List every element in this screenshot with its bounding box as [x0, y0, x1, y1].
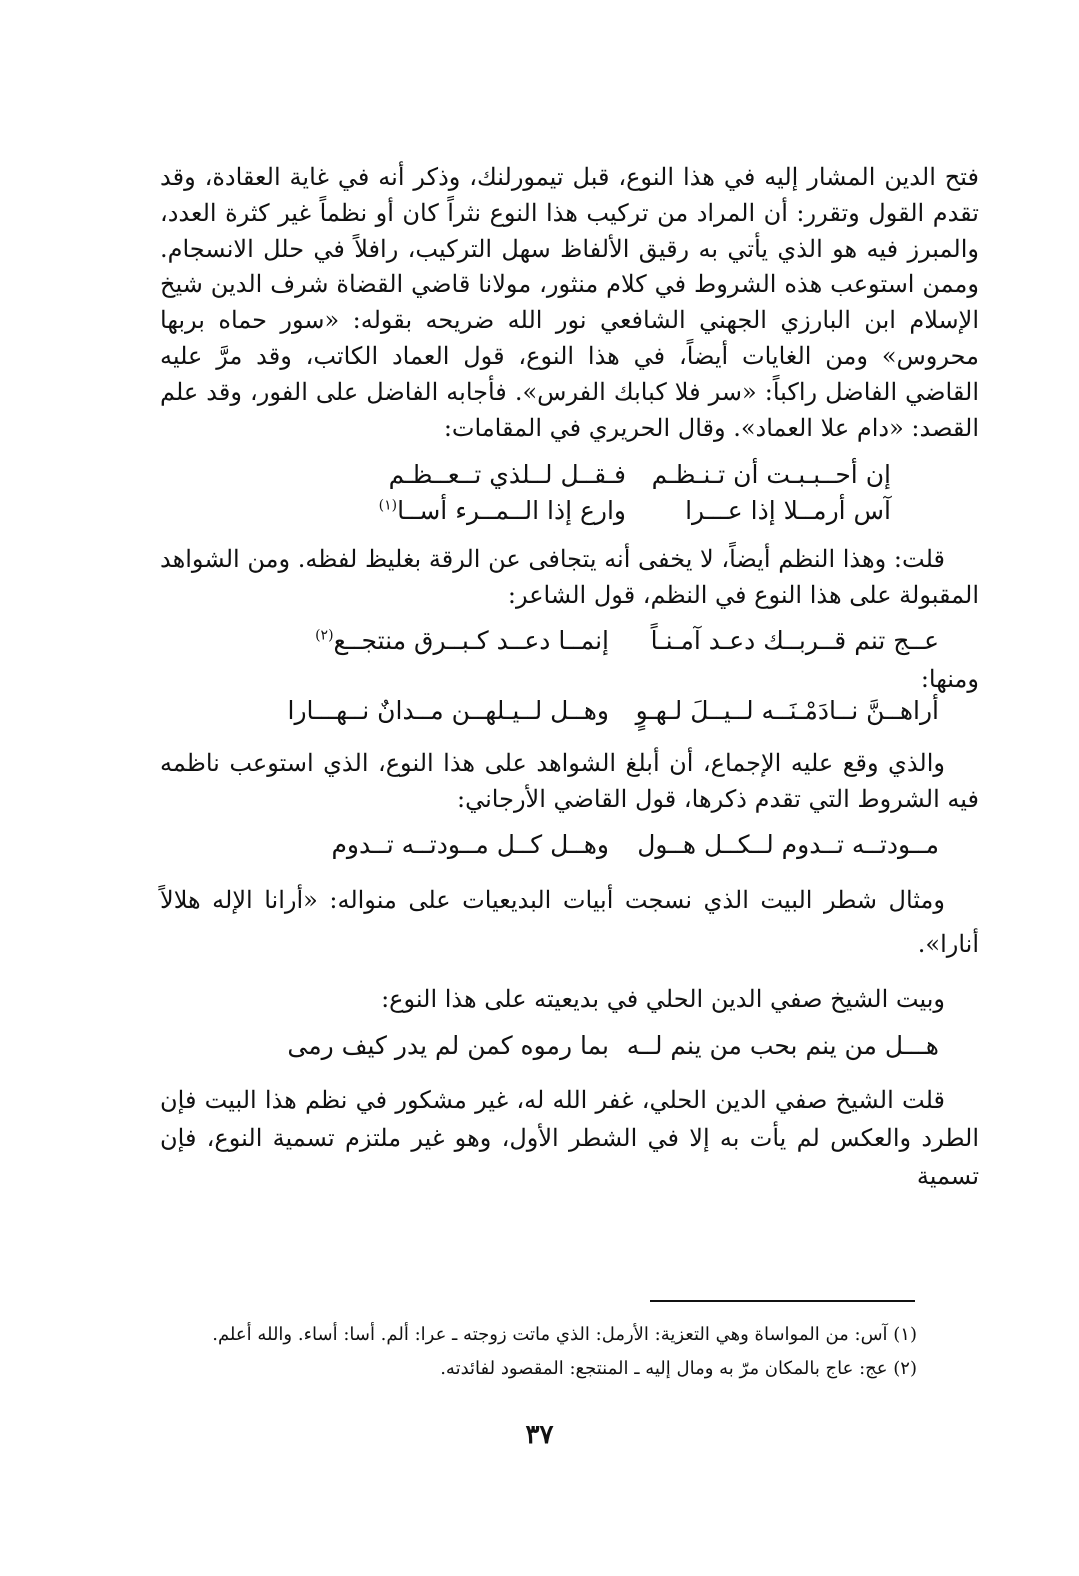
paragraph-2: قلت: وهذا النظم أيضاً، لا يخفى أنه يتجافى عن الرقة بغليظ لفظه. ومن الشواهد المقبولة على هذا النوع في النظم، قول الشاعر: [160, 545, 979, 610]
verse-block-3 [160, 696, 979, 740]
paragraph-3: والذي وقع عليه الإجماع، أن أبلغ الشواهد على هذا النوع، الذي استوعب ناظمه فيه الشروط التي تقدم ذكرها، قول القاضي الأرجاني: [160, 748, 979, 813]
verse-line [160, 496, 979, 532]
hemistich-left: فـقــل لــلذي تــعــظـم [388, 460, 626, 490]
hemistich-left: وهــل لــيـلهــن مــدانٌ نــهـــارا [287, 695, 609, 725]
paragraph-6: قلت الشيخ صفي الدين الحلي، غفر الله له، غير مشكور في نظم هذا البيت فإن الطرد والعكس لم يأت به إلا في الشطر الأول، وهو غير ملتزم تسمية النوع، فإن تسمية [160, 1086, 979, 1191]
footnotes [160, 1318, 917, 1386]
verse-block-5 [160, 1031, 979, 1075]
hemistich-right: عــج تنم قــربــك دعـد آمـنـاً [650, 625, 939, 655]
hemistich-right: مــودتــه تــدوم لــكــل هــول [637, 829, 939, 859]
hemistich-left [315, 626, 609, 662]
footnote-divider [650, 1300, 915, 1302]
verse-block-2 [160, 626, 979, 662]
paragraph-5: وبيت الشيخ صفي الدين الحلي في بديعيته على هذا النوع: [381, 984, 945, 1013]
hemistich-right: أراهــنَّ نــادَمْـنَــه لــيــلَ لـهـوٍ [635, 695, 939, 725]
verse-block-1 [160, 460, 979, 532]
page-number: ٣٧ [525, 1420, 554, 1450]
paragraph-4: ومثال شطر البيت الذي نسجت أبيات البديعيات على منواله: «أرانا الإله هلالاً أنارا». [160, 885, 979, 958]
footnote-marker: (١) [378, 498, 398, 515]
hemistich-left: بما رموه كمن لم يدر كيف رمى [287, 1031, 609, 1061]
label-minha: ومنها: [920, 664, 979, 693]
footnote-1: (١) آس: من المواساة وهي التعزية: الأرمل: الذي ماتت زوجته ـ عرا: ألم. أسا: أساء. والله أعلم. [212, 1324, 917, 1345]
hemistich-text: وارع إذا الــمــرء أســا [397, 496, 626, 526]
footnote-2: (٢) عج: عاج بالمكان مرّ به ومال إليه ـ المنتجع: المقصود لفائدته. [440, 1358, 917, 1379]
verse-block-4 [160, 830, 979, 874]
verse-line [160, 460, 979, 496]
paragraph-1: فتح الدين المشار إليه في هذا النوع، قبل تيمورلنك، وذكر أنه في غاية العقادة، وقد تقدم القول وتقرر: أن المراد من تركيب هذا النوع نثراً كان أو نظماً غير كثرة العدد، والمبرز فيه هو الذي يأتي به رقيق الألفاظ سهل التركيب، رافلاً في حلل الانسجام. وممن استوعب هذه الشروط في كلام منثور، مولانا قاضي القضاة شرف الدين شيخ الإسلام ابن البارزي الجهني الشافعي نور الله ضريحه بقوله: «سور حماه بربها محروس» ومن الغايات أيضاً، في هذا النوع، قول العماد الكاتب، وقد مرَّ عليه القاضي الفاضل راكباً: «سر فلا كبابك الفرس». فأجابه الفاضل على الفور، وقد علم القصد: «دام علا العماد». وقال الحريري في المقامات: [160, 163, 979, 442]
hemistich-right: آس أرمــلا إذا عـــرا [685, 496, 891, 526]
hemistich-text: إنمــا دعــد كـبــرق منتجــع [333, 625, 609, 655]
footnote-marker: (٢) [315, 627, 334, 644]
hemistich-left: وهــل كــل مــودتــه تــدوم [331, 829, 609, 859]
hemistich-right: هـــل من ينم بحب من ينم لــه [626, 1031, 939, 1061]
hemistich-right: إن أحــبـبـت أن تـنـظـم [651, 460, 891, 490]
hemistich-left [379, 496, 626, 532]
